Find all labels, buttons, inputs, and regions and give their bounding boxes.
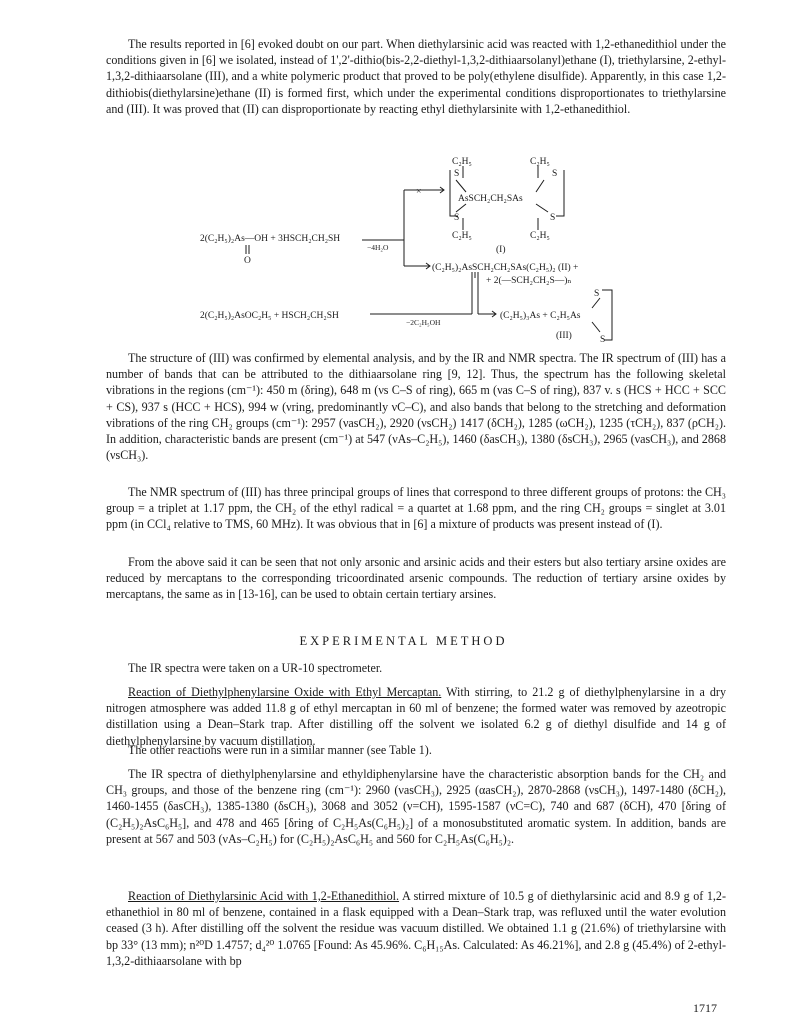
ethanol-loss-label: −2C₂H₅OH [406,318,441,327]
ring-bracket-III [602,290,612,340]
paragraph-other-reactions: The other reactions were run in a similar manner (see Table 1). [128,743,432,757]
section-heading: EXPERIMENTAL METHOD [299,634,508,648]
reaction-2-body: A stirred mixture of 10.5 g of diethylarsinic acid and 8.9 g of 1,2-ethanethiol in 80 ml of benzene, contained in a flask equipped with a Dean–Stark trap, was refluxed until the water evolution ceased (3 h). After distilling off the solvent the residue was vacuum distilled. We obtained 1.1 g (21.6%) of triethylarsine with bp 33° (13 mm); n²⁰D 1.4757; d₄²⁰ 1.0765 [Found: As 45.96%. C₆H₁₅As. Calculated: As 46.21%], and 2.8 g (45.4%) of 2-ethyl-1,3,2-dithiaarsolane with bp [106,889,726,968]
compound-I-core: AsSCH₂CH₂SAs [458,194,523,204]
paragraph-ir-spectra: The IR spectra of diethylphenylarsine and ethyldiphenylarsine have the characteristic absorption bands for the CH₂ and CH₃ groups, and those of the benzene ring (cm⁻¹): 2960 (νasCH₃), 2925 (αasCH₂), 2870-2868 (νsCH₃), 1497-1480 (δCH₂), 1460-1455 (δasCH₃), 1385-1380 (δsCH₃), 3068 and 3052 (ν=CH), 1595-1587 (νC=C), 740 and 687 (δCH), 470 [δring of (C₂H₅)₂AsC₆H₅], and 478 and 465 [δring of C₂H₅As(C₆H₅)₂] of a monosubstituted aromatic system. In addition, bands are present at 567 and 503 (νAs–C₂H₅) for (C₂H₅)₂AsC₆H₅ and 560 for C₂H₅As(C₆H₅)₂. [106,767,726,846]
paragraph-reaction-2 [106,888,726,969]
reaction-1-title: Reaction of Diethylphenylarsine Oxide with Ethyl Mercaptan. [128,685,442,699]
label-compound-III: (III) [556,331,572,341]
label-compound-I: (I) [496,245,506,255]
compound-II: (C₂H₅)₂AsSCH₂CH₂SAs(C₂H₅)₂ (II) + [432,263,579,273]
sulfur-4: S [550,213,556,223]
water-loss-label: −4H₂O [367,243,389,252]
compound-II-continued: + 2(—SCH₂CH₂S—)ₙ [486,276,572,286]
reactant-2: 2(C₂H₅)₂AsOC₂H₅ + HSCH₂CH₂SH [200,311,339,321]
paragraph-intro: The results reported in [6] evoked doubt on our part. When diethylarsinic acid was reacted with 1,2-ethanedithiol under the conditions given in [6] we isolated, instead of 1',2'-dithio(bis-2,2-diethyl-1,3,2-dithiaarsolanyl)ethane (I), triethylarsine, 2-ethyl-1,3,2-dithiaarsolane (III), and a white polymeric product that proved to be poly(ethylene disulfide). Apparently, in this case 1,2-dithiobis(diethylarsine)ethane (II) is formed first, which under the experimental conditions disproportionates to triethylarsine and (III). It was proved that (II) can disproportionate by reacting ethyl diethylarsinite with 1,2-ethanedithiol. [106,37,726,116]
ethyl-label-bottom-left: C₂H₅ [452,231,472,241]
paragraph-nmr: The NMR spectrum of (III) has three principal groups of lines that correspond to three different groups of protons: the CH₃ group = a triplet at 1.17 ppm, the CH₂ of the ethyl radical = a quartet at 1.68 ppm, and the ring CH₂ groups = singlet at 3.01 ppm (in CCl₄ relative to TMS, 60 MHz). It was obvious that in [6] a mixture of products was present instead of (I). [106,485,726,532]
reaction-2-title: Reaction of Diethylarsinic Acid with 1,2-Ethanedithiol. [128,889,400,903]
reaction-1-body: With stirring, to 21.2 g of diethylphenylarsine in a dry nitrogen atmosphere was added 11.8 g of ethyl mercaptan in 60 ml of benzene; the formed water was removed by azeotropic distillation using a Dean–Stark trap. After distilling off the solvent we isolated 6.2 g of diethyl disulfide and 14 g of diethylphenylarsine by vacuum distillation. [106,685,726,748]
sulfur-6: S [600,335,606,344]
sulfur-2: S [552,169,558,179]
paragraph-ir-instrument: The IR spectra were taken on a UR-10 spectrometer. [128,661,383,675]
sulfur-5: S [594,289,600,299]
paragraph-reaction-1 [106,684,726,749]
paragraph-conclusion: From the above said it can be seen that not only arsonic and arsinic acids and their esters but also tertiary arsine oxides are reduced by mercaptans to the corresponding tricoordinated arsenic compounds. The reduction of tertiary arsine oxides by mercaptans, the same as in [13-16], can be used to obtain certain tertiary arsines. [106,555,726,602]
reactant-1: 2(C₂H₅)₂As—OH + 3HSCH₂CH₂SH [200,234,341,244]
ethyl-label-bottom-right: C₂H₅ [530,231,550,241]
products-III: (C₂H₅)₃As + C₂H₅As [500,311,581,321]
oxygen-atom: O [244,256,251,266]
paragraph-structure: The structure of (III) was confirmed by elemental analysis, and by the IR and NMR spectra. The IR spectrum of (III) has a number of bands that can be attributed to the dithiaarsolane ring [9, 12]. Thus, the spectrum has the following skeletal vibrations in the regions (cm⁻¹): 450 m (δring), 648 m (νs C–S of ring), 665 m (νas C–S of ring), 837 v. s (HCS + HCC + SCC + CS), 937 s (HCC + HCS), 994 w (νring, predominantly νC–C), and also bands that belong to the stretching and deformation vibrations of the ring CH₂ groups (cm⁻¹): 2957 (νasCH₂), 2920 (νsCH₂) 1417 (δCH₂), 1285 (ωCH₂), 1235 (τCH₂), 837 (ρCH₂). In addition, characteristic bands are present (cm⁻¹) at 547 (νAs–C₂H₅), 1460 (δasCH₃), 1380 (δsCH₃), 2965 (νasCH₃), and 2868 (νsCH₃). [106,351,726,463]
page-number: 1717 [693,1001,717,1015]
ethyl-label-right: C₂H₅ [530,157,550,167]
reaction-scheme [200,156,640,344]
blocked-mark: × [416,187,422,197]
ethyl-label-left: C₂H₅ [452,157,472,167]
sulfur-3: S [454,213,460,223]
sulfur-1: S [454,169,460,179]
